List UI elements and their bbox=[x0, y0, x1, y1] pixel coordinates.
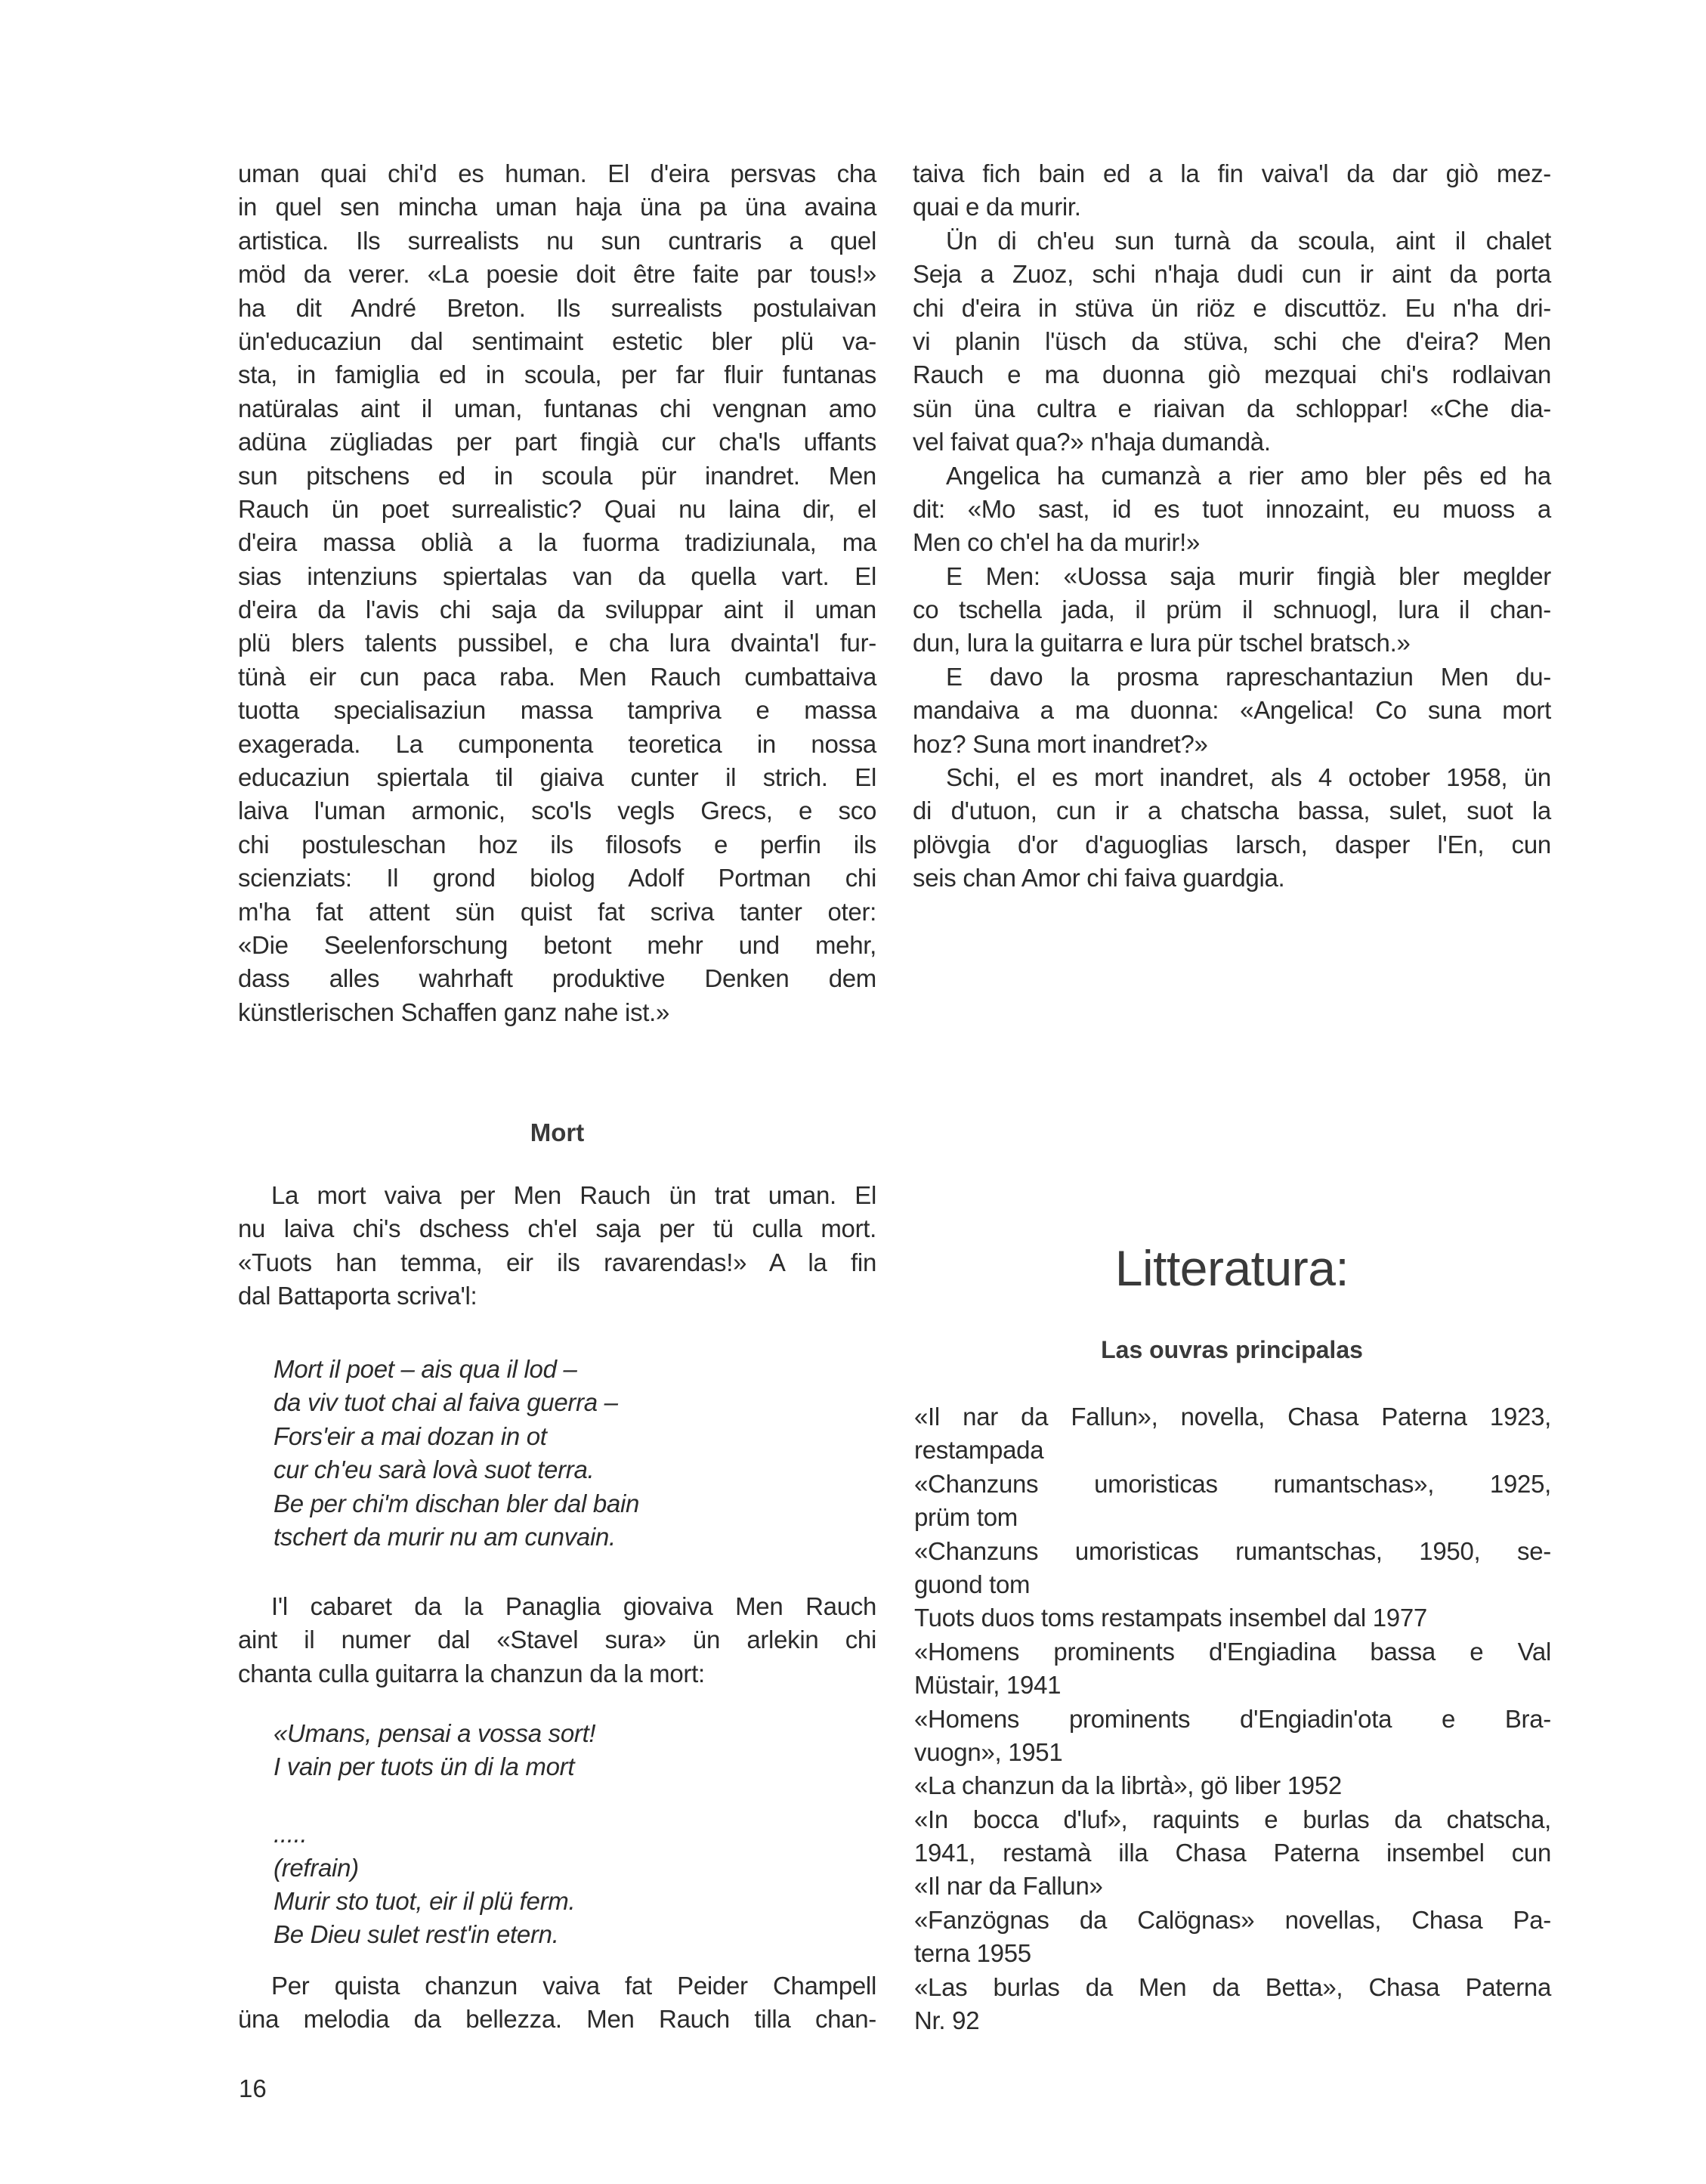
left-column-paragraph-surrealism bbox=[238, 157, 876, 1029]
text-line: adüna zügliadas per part fingià cur cha'ls uffants bbox=[238, 428, 876, 456]
text-line: artistica. Ils surrealists nu sun cuntraris a quel bbox=[238, 226, 876, 255]
verse-gap bbox=[238, 1784, 876, 1817]
text-line: co tschella jada, il prüm il schnuogl, lura il chan- bbox=[913, 595, 1551, 624]
paragraph-un-di bbox=[913, 224, 1551, 459]
verse-line: tschert da murir nu am cunvain. bbox=[274, 1522, 616, 1551]
text-line: prüm tom bbox=[914, 1503, 1018, 1532]
verse-line: «Umans, pensai a vossa sort! bbox=[274, 1719, 596, 1747]
text-line: «Die Seelenforschung betont mehr und mehr, bbox=[238, 930, 876, 959]
text-line: dit: «Mo sast, id es tuot innozaint, eu muoss a bbox=[913, 494, 1551, 523]
text-line: Rauch ün poet surrealistic? Quai nu laina dir, el bbox=[238, 494, 876, 523]
text-line: taiva fich bain ed a la fin vaiva'l da dar giò mez- bbox=[913, 159, 1551, 187]
section-heading-mort: Mort bbox=[530, 1118, 585, 1146]
mort-paragraph-1 bbox=[238, 1179, 876, 1313]
text-line: Müstair, 1941 bbox=[914, 1671, 1062, 1700]
poem-chanzun-da-la-mort bbox=[238, 1717, 876, 1952]
verse-line: Be Dieu sulet rest'in etern. bbox=[274, 1920, 559, 1949]
text-line: seis chan Amor chi faiva guardgia. bbox=[913, 864, 1285, 892]
poem-battaporta bbox=[238, 1353, 876, 1554]
text-line: möd da verer. «La poesie doit être faite par tous!» bbox=[238, 260, 876, 289]
text-line: E Men: «Uossa saja murir fingià bler meglder bbox=[946, 561, 1551, 590]
text-line: «Chanzuns umoristicas rumantschas», 1925, bbox=[914, 1469, 1551, 1498]
text-line: «Fanzögnas da Calögnas» novellas, Chasa Pa- bbox=[914, 1905, 1551, 1934]
text-line: «Homens prominents d'Engiadina bassa e Val bbox=[914, 1637, 1551, 1666]
verse-line: Fors'eir a mai dozan in ot bbox=[274, 1421, 547, 1450]
verse-line: ..... bbox=[274, 1820, 308, 1848]
text-line: exagerada. La cumponenta teoretica in nossa bbox=[238, 729, 876, 758]
paragraph-e-davo bbox=[913, 660, 1551, 761]
text-line: Rauch e ma duonna giò mezquai chi's rodlaivan bbox=[913, 360, 1551, 389]
text-line: vuogn», 1951 bbox=[914, 1737, 1063, 1766]
text-line: aint il numer dal «Stavel sura» ün arlekin chi bbox=[238, 1626, 876, 1654]
text-line: mandaiva a ma duonna: «Angelica! Co suna mort bbox=[913, 696, 1551, 725]
paragraph-continuation bbox=[913, 157, 1551, 224]
text-line: chanta culla guitarra la chanzun da la mort: bbox=[238, 1659, 705, 1687]
text-line: Per quista chanzun vaiva fat Peider Champell bbox=[271, 1972, 876, 2000]
text-line: scienziats: Il grond biolog Adolf Portman chi bbox=[238, 864, 876, 892]
text-line: «In bocca d'luf», raquints e burlas da chatscha, bbox=[914, 1805, 1551, 1833]
paragraph-angelica bbox=[913, 459, 1551, 560]
text-line: quai e da murir. bbox=[913, 193, 1081, 221]
text-line: Nr. 92 bbox=[914, 2006, 980, 2035]
text-line: di d'utuon, cun ir a chatscha bassa, sulet, suot la bbox=[913, 797, 1551, 825]
text-line: ha dit André Breton. Ils surrealists postulaivan bbox=[238, 293, 876, 322]
text-line: laiva l'uman armonic, sco'ls vegls Grecs, e sco bbox=[238, 797, 876, 825]
text-line: Ün di ch'eu sun turnà da scoula, aint il chalet bbox=[946, 226, 1551, 255]
text-line: in quel sen mincha uman haja üna pa üna avaina bbox=[238, 193, 876, 221]
text-line: E davo la prosma rapreschantaziun Men du- bbox=[946, 662, 1551, 691]
mort-paragraph-3 bbox=[238, 1969, 876, 2037]
mort-paragraph-2 bbox=[238, 1590, 876, 1691]
paragraph-e-men bbox=[913, 560, 1551, 660]
verse-line: Be per chi'm dischan bler dal bain bbox=[274, 1489, 640, 1517]
verse-line: Murir sto tuot, eir il plü ferm. bbox=[274, 1886, 576, 1915]
text-line: «Chanzuns umoristicas rumantschas, 1950, se- bbox=[914, 1536, 1551, 1565]
verse-line: Mort il poet – ais qua il lod – bbox=[274, 1355, 577, 1383]
text-line: «Il nar da Fallun» bbox=[914, 1872, 1103, 1901]
text-line: uman quai chi'd es human. El d'eira persvas cha bbox=[238, 159, 876, 187]
right-column-text bbox=[913, 157, 1551, 896]
text-line: terna 1955 bbox=[914, 1939, 1031, 1968]
text-line: üna melodia da bellezza. Men Rauch tilla chan- bbox=[238, 2005, 876, 2034]
verse-line: I vain per tuots ün di la mort bbox=[274, 1752, 575, 1781]
text-line: dun, lura la guitarra e lura pür tschel bratsch.» bbox=[913, 629, 1411, 657]
text-line: Seja a Zuoz, schi n'haja dudi cun ir aint da porta bbox=[913, 260, 1551, 289]
text-line: guond tom bbox=[914, 1570, 1031, 1598]
text-line: 1941, restamà illa Chasa Paterna insembel cun bbox=[914, 1839, 1551, 1867]
text-line: Men co ch'el ha da murir!» bbox=[913, 528, 1201, 557]
text-line: Angelica ha cumanzà a rier amo bler pês ed ha bbox=[946, 461, 1551, 490]
text-line: dal Battaporta scriva'l: bbox=[238, 1282, 477, 1310]
text-line: d'eira massa oblià a la fuorma tradiziunala, ma bbox=[238, 528, 876, 557]
text-line: tuotta specialisaziun massa tampriva e massa bbox=[238, 696, 876, 725]
text-line: nu laiva chi's dschess ch'el saja per tü culla mort. bbox=[238, 1214, 876, 1243]
text-line: plövgia d'or d'aguoglias larsch, dasper l'En, cun bbox=[913, 830, 1551, 858]
text-line: Schi, el es mort inandret, als 4 october 1958, ün bbox=[946, 763, 1551, 792]
verse-line: cur ch'eu sarà lovà suot terra. bbox=[274, 1455, 595, 1484]
text-line: natüralas aint il uman, funtanas chi vengnan amo bbox=[238, 394, 876, 422]
text-line: chi d'eira in stüva ün riöz e discuttöz. Eu n'ha dri- bbox=[913, 293, 1551, 322]
text-line: plü blers talents pussibel, e cha lura dvainta'l fur- bbox=[238, 629, 876, 657]
subheading-ouvras-principalas: Las ouvras principalas bbox=[1101, 1336, 1363, 1363]
text-line: sta, in famiglia ed in scoula, per far fluir funtanas bbox=[238, 360, 876, 389]
text-line: «Il nar da Fallun», novella, Chasa Paterna 1923, bbox=[914, 1403, 1551, 1431]
text-line: vi planin l'üsch da stüva, schi che d'eira? Men bbox=[913, 326, 1551, 355]
text-line: sun pitschens ed in scoula pür inandret. Men bbox=[238, 461, 876, 490]
text-line: tünà eir cun paca raba. Men Rauch cumbattaiva bbox=[238, 662, 876, 691]
section-heading-litteratura: Litteratura: bbox=[1114, 1240, 1349, 1296]
bibliography-list bbox=[914, 1400, 1551, 2037]
verse-line: da viv tuot chai al faiva guerra – bbox=[274, 1388, 618, 1417]
text-line: m'ha fat attent sün quist fat scriva tanter oter: bbox=[238, 897, 876, 926]
text-line: sias intenziuns spiertalas van da quella vart. El bbox=[238, 561, 876, 590]
text-line: hoz? Suna mort inandret?» bbox=[913, 729, 1208, 758]
verse-line: (refrain) bbox=[274, 1853, 359, 1882]
text-line: «Tuots han temma, eir ils ravarendas!» A la fin bbox=[238, 1248, 876, 1276]
text-line: künstlerischen Schaffen ganz nahe ist.» bbox=[238, 998, 670, 1026]
text-line: sün üna cultra e riaivan da schloppar! «Che dia- bbox=[913, 394, 1551, 422]
text-line: restampada bbox=[914, 1436, 1044, 1465]
text-line: vel faivat qua?» n'haja dumandà. bbox=[913, 428, 1271, 456]
text-line: Tuots duos toms restampats insembel dal 1977 bbox=[914, 1604, 1427, 1632]
text-line: La mort vaiva per Men Rauch ün trat uman. El bbox=[271, 1181, 876, 1209]
text-line: chi postuleschan hoz ils filosofs e perfin ils bbox=[238, 830, 876, 858]
text-line: «Las burlas da Men da Betta», Chasa Paterna bbox=[914, 1972, 1551, 2001]
text-line: d'eira da l'avis chi saja da sviluppar aint il uman bbox=[238, 595, 876, 624]
text-line: «Homens prominents d'Engiadin'ota e Bra- bbox=[914, 1704, 1551, 1733]
text-line: dass alles wahrhaft produktive Denken dem bbox=[238, 964, 876, 993]
page-number: 16 bbox=[239, 2074, 267, 2102]
text-line: I'l cabaret da la Panaglia giovaiva Men Rauch bbox=[271, 1592, 876, 1620]
text-line: educaziun spiertala til giaiva cunter il strich. El bbox=[238, 763, 876, 792]
paragraph-schi bbox=[913, 761, 1551, 896]
text-line: «La chanzun da la librtà», gö liber 1952 bbox=[914, 1771, 1342, 1800]
text-line: ün'educaziun dal sentimaint estetic bler plü va- bbox=[238, 326, 876, 355]
